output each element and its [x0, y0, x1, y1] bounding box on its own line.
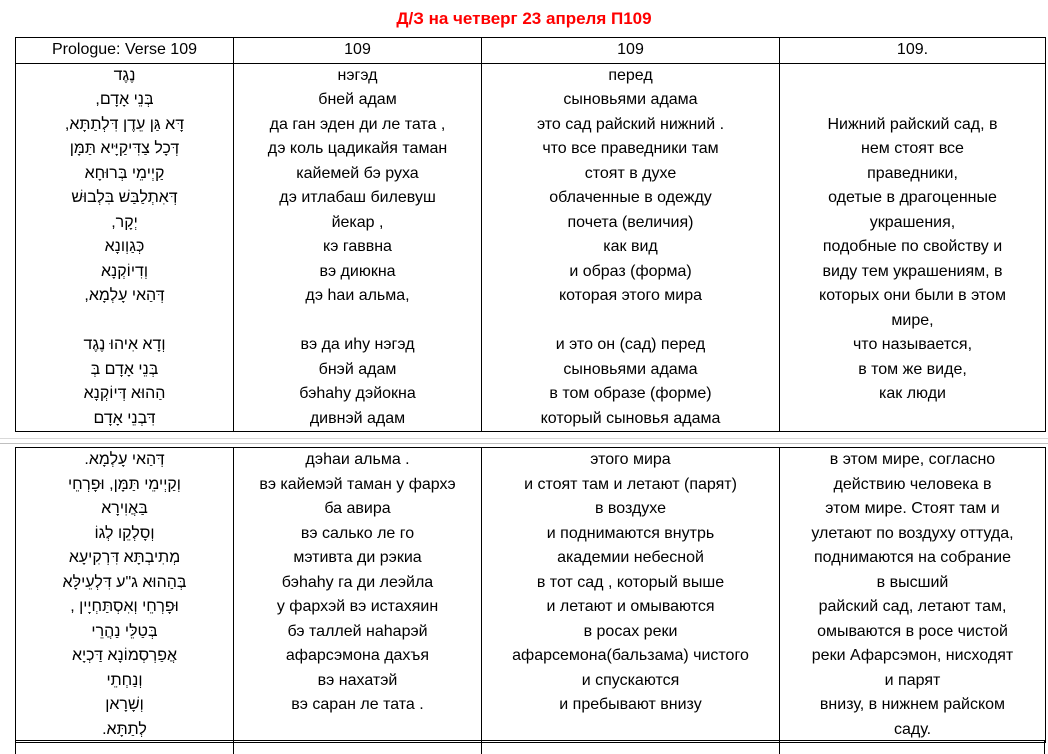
text-line: לְתַתָּא. — [102, 720, 147, 738]
header-cell-source: Prologue: Verse 109 — [16, 38, 234, 64]
text-line: в воздухе — [594, 500, 667, 517]
text-line: אֲפַרְסְמוֹנָא דַּכְיָא — [71, 647, 178, 664]
transliteration-cell — [234, 63, 482, 432]
text-line: дэ hаи альма, — [305, 287, 410, 304]
text-line: действию человека в — [833, 475, 992, 493]
text-line: וְדָא אִיהוּ נֶגֶד — [83, 336, 166, 353]
text-line: в высший — [876, 573, 949, 591]
text-line: афарсэмона дахъя — [285, 647, 430, 664]
aramaic-text-cell — [16, 448, 234, 743]
text-line: בְּהַהוּא ג"ע דִּלְעֵילָּא — [62, 573, 187, 591]
text-line: דָּא גַּן עֵדֶן דִּלְתַתָּא, — [64, 115, 185, 133]
text-line: мире, — [891, 311, 934, 329]
text-line: и образ (форма) — [569, 262, 692, 280]
cell-border — [1044, 741, 1045, 754]
text-line: этом мире. Стоят там и — [825, 500, 1000, 517]
text-line: дэhаи альма . — [305, 451, 410, 468]
cell-border — [779, 741, 780, 754]
text-line: сыновьями адама — [563, 360, 698, 378]
text-line: да ган эден ди ле тата , — [269, 115, 446, 133]
text-line: וְקַיְימֵי תַּמָּן, וּפָרְחֵי — [68, 475, 181, 493]
cell-border — [481, 741, 482, 754]
text-line: и пребывают внизу — [559, 696, 702, 713]
text-line: מְתִיבְתָּא דִּרְקִיעָא — [68, 549, 181, 566]
text-line: перед — [608, 66, 653, 84]
text-line: нем стоят все — [861, 140, 964, 157]
text-line: украшения, — [869, 213, 956, 231]
text-line: דְּהַאי עָלְמָא. — [84, 451, 165, 468]
cell-border — [15, 741, 16, 754]
text-line: бэ таллей наhарэй — [287, 622, 428, 640]
text-line — [482, 309, 779, 334]
text-line: реки Афарсэмон, нисходят — [811, 647, 1014, 664]
text-line: это сад райский нижний . — [536, 115, 725, 133]
text-line: улетают по воздуху оттуда, — [811, 524, 1014, 542]
text-line: как вид — [603, 238, 658, 255]
text-line: и парят — [884, 671, 941, 689]
text-line: как люди — [879, 385, 946, 402]
text-line: который сыновья адама — [540, 409, 721, 427]
text-line: יְקָר, — [111, 213, 138, 231]
text-line: омываются в росе чистой — [817, 622, 1008, 640]
text-line: בְּנֵי אָדָם בְּ — [90, 360, 159, 378]
text-line: דְּכָל צַדִּיקַיָּיא תַּמָּן — [69, 140, 180, 157]
text-line: в том образе (форме) — [549, 385, 712, 402]
text-line: вэ саран ле тата . — [291, 696, 424, 713]
page-break-line — [0, 443, 1048, 444]
text-line: וְסָלְקֵו לְגוֹ — [94, 524, 155, 542]
header-cell-free-translation: 109. — [780, 38, 1046, 64]
header-cell-transliteration: 109 — [234, 38, 482, 64]
text-line: йекар , — [331, 213, 384, 231]
text-line: вэ да иhу нэгэд — [300, 336, 415, 353]
text-line: виду тем украшениям, в — [822, 262, 1003, 280]
aramaic-text-cell — [16, 63, 234, 432]
text-line — [234, 718, 481, 743]
text-line: этого мира — [590, 451, 671, 468]
text-line: стоят в духе — [584, 164, 677, 182]
text-line: в росах реки — [583, 622, 678, 640]
text-line: הַהוּא דְּיוֹקְנָא — [83, 385, 166, 402]
text-line: сыновьями адама — [563, 91, 698, 108]
literal-translation-cell — [482, 63, 780, 432]
cell-border — [233, 741, 234, 754]
text-line: נֶגֶד — [113, 66, 136, 84]
text-line: почета (величия) — [567, 213, 694, 231]
text-line: в тот сад , который выше — [536, 573, 725, 591]
text-line: которых они были в этом — [819, 287, 1006, 304]
text-line: и это он (сад) перед — [555, 336, 706, 353]
text-line: в том же виде, — [858, 360, 967, 378]
text-line: и летают и омываются — [546, 598, 715, 615]
text-line: одетые в драгоценные — [828, 189, 997, 206]
text-line: וְנַחְתֵי — [106, 671, 143, 689]
transliteration-cell — [234, 448, 482, 743]
text-line — [16, 309, 233, 334]
table-header-row — [16, 38, 1046, 64]
text-line: праведники, — [867, 164, 958, 182]
text-line: וְדִיוֹקְנָא — [100, 262, 149, 280]
text-line: вэ кайемэй таман у фархэ — [259, 475, 456, 493]
text-line: и поднимаются внутрь — [546, 524, 715, 542]
text-line: вэ нахатэй — [317, 671, 398, 689]
text-line — [780, 88, 1045, 113]
text-line — [482, 718, 779, 743]
text-line: ба авира — [324, 500, 391, 517]
text-line: דְּאִתְלַבַּשׁ בִּלְבוּשׁ — [71, 189, 178, 206]
page-title: Д/З на четверг 23 апреля П109 — [396, 9, 652, 28]
text-line: בַּאֲוִירָא — [101, 500, 148, 517]
verse-table-bottom — [15, 447, 1046, 743]
text-line: которая этого мира — [558, 287, 703, 304]
text-line: קַיְימֵי בְּרוּחָא — [84, 164, 165, 182]
text-line: дивнэй адам — [309, 409, 406, 427]
text-line: что все праведники там — [542, 140, 719, 157]
next-table-edge — [15, 740, 1045, 754]
text-line: бэhаhу га ди леэйла — [281, 573, 434, 591]
text-line: דְּהַאי עָלְמָא, — [84, 287, 165, 304]
header-cell-literal-translation: 109 — [482, 38, 780, 64]
text-line — [780, 407, 1045, 432]
text-line: כְּגַוְונָא — [104, 238, 145, 255]
text-line: саду. — [893, 720, 932, 738]
text-line: райский сад, летают там, — [818, 598, 1007, 615]
text-line: внизу, в нижнем райском — [819, 696, 1006, 713]
free-translation-cell — [780, 63, 1046, 432]
literal-translation-cell — [482, 448, 780, 743]
text-line: поднимаются на собрание — [813, 549, 1011, 566]
text-line: нэгэд — [337, 66, 378, 84]
text-line: в этом мире, согласно — [829, 451, 996, 468]
verse-table-top — [15, 37, 1046, 432]
text-line: и спускаются — [581, 671, 680, 689]
text-line: Нижний райский сад, в — [827, 115, 998, 133]
free-translation-cell — [780, 448, 1046, 743]
text-line: кайемей бэ руха — [296, 164, 419, 182]
text-line: академии небесной — [557, 549, 704, 566]
text-line: בְּטַלֵּי נַהֲרֵי — [91, 622, 158, 640]
text-line — [780, 64, 1045, 89]
text-line: бней адам — [318, 91, 397, 108]
text-line: בְּנֵי אָדָם, — [95, 91, 154, 108]
text-line: вэ диюкна — [319, 262, 396, 280]
text-line: бэhаhу дэйокна — [299, 385, 416, 402]
text-line: и стоят там и летают (парят) — [524, 475, 737, 493]
text-line: וּפָרְחֵי וְאִסְתַּחְיָין , — [70, 598, 179, 615]
text-line: бнэй адам — [318, 360, 397, 378]
text-line: вэ салько ле го — [300, 524, 415, 542]
text-line: у фархэй вэ истахяин — [276, 598, 439, 615]
table-body-row — [16, 63, 1046, 432]
text-line: дэ итлабаш билевуш — [279, 189, 436, 206]
text-line: афарсемона(бальзама) чистого — [512, 647, 749, 664]
text-line: וְשָׁרָאן — [105, 696, 144, 713]
text-line: дэ коль цадикайя таман — [267, 140, 448, 157]
page-break-line — [0, 438, 1048, 439]
text-line: мэтивта ди рэкиа — [293, 549, 422, 566]
table-body-row — [16, 448, 1046, 743]
text-line: דִּבְנֵי אָדָם — [93, 409, 156, 427]
text-line: подобные по свойству и — [822, 238, 1003, 255]
text-line: облаченные в одежду — [549, 189, 712, 206]
text-line: кэ гаввна — [323, 238, 392, 255]
text-line: что называется, — [852, 336, 973, 353]
text-line — [234, 309, 481, 334]
